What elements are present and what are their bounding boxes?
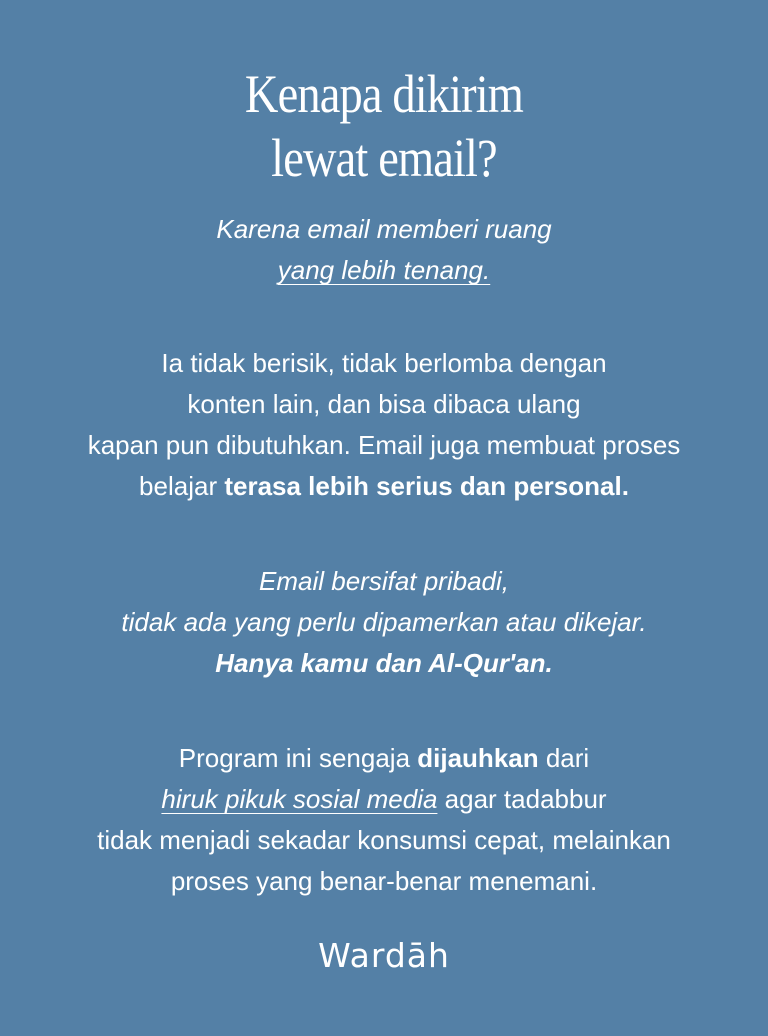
brand-logo: Wardāh (318, 936, 450, 975)
paragraph1-line-3: kapan pun dibutuhkan. Email juga membuat proses (87, 430, 681, 460)
paragraph3-line-2-suffix: agar tadabbur (437, 784, 607, 814)
paragraph3-line-1-suffix: dari (538, 743, 590, 773)
paragraph-program (0, 738, 768, 902)
paragraph-private (0, 561, 768, 684)
paragraph-why-email (0, 343, 768, 507)
title-line-1: Kenapa dikirim (244, 64, 524, 124)
paragraph1-line-1: Ia tidak berisik, tidak berlomba dengan (161, 348, 607, 378)
paragraph3-line-3: tidak menjadi sekadar konsumsi cepat, melainkan (97, 825, 671, 855)
intro-line-2: yang lebih tenang. (277, 255, 491, 285)
page-title (54, 62, 714, 190)
paragraph1-line-4-text: belajar (139, 471, 225, 501)
paragraph2-line-1: Email bersifat pribadi, (259, 566, 509, 596)
paragraph3-line-4: proses yang benar-benar menemani. (170, 866, 598, 896)
social-media-phrase: hiruk pikuk sosial media (161, 784, 438, 814)
title-line-2: lewat email? (271, 128, 497, 188)
intro-line-1: Karena email memberi ruang (216, 214, 552, 244)
paragraph1-line-2: konten lain, dan bisa dibaca ulang (187, 389, 581, 419)
intro-text (0, 209, 768, 291)
paragraph2-line-2: tidak ada yang perlu dipamerkan atau dikejar. (121, 607, 647, 637)
paragraph2-line-3: Hanya kamu dan Al-Qur'an. (215, 648, 553, 678)
paragraph3-line-1-text: Program ini sengaja (178, 743, 418, 773)
paragraph3-line-1-emphasis: dijauhkan (417, 743, 539, 773)
paragraph1-line-4-emphasis: terasa lebih serius dan personal. (224, 471, 629, 501)
